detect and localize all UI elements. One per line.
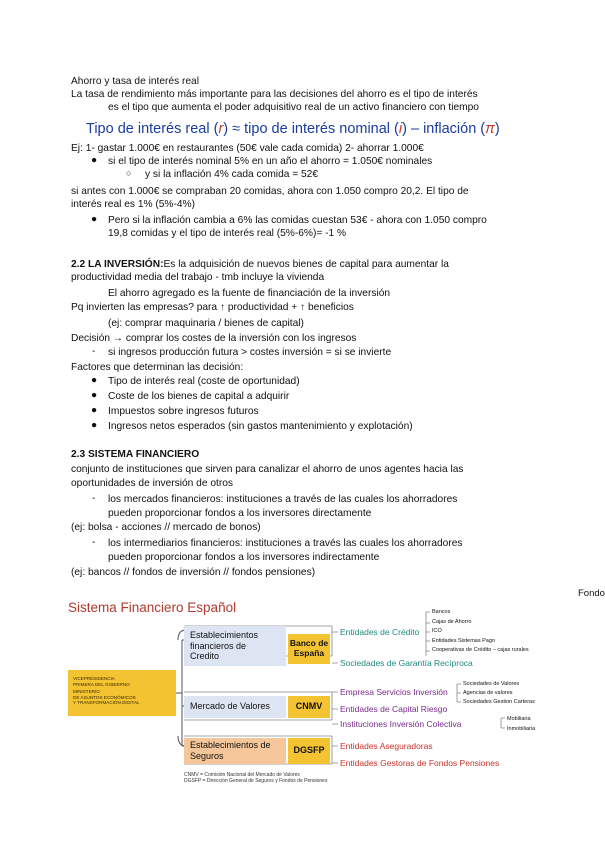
regulator-line: España: [293, 648, 325, 658]
subtype: Entidades Sistemas Pago: [432, 637, 495, 644]
entity-collective-investment: Instituciones Inversión Colectiva: [340, 719, 462, 729]
factor-item: Impuestos sobre ingresos futuros: [108, 406, 259, 417]
box1-label: [190, 630, 258, 662]
box2-label: Mercado de Valores: [190, 701, 270, 711]
example-line: Ej: 1- gastar 1.000€ en restaurantes (50€ vale cada comida) 2- ahorrar 1.000€: [71, 143, 424, 154]
bullet-dot: ●: [91, 214, 98, 225]
section3-dash1b: pueden proporcionar fondos a los inversores directamente: [108, 508, 372, 519]
ministry-line: MINISTERIO: [73, 689, 100, 695]
formula-r: r: [218, 121, 224, 137]
bullet-dot: ●: [91, 390, 98, 401]
entity-insurers: Entidades Aseguradoras: [340, 741, 433, 751]
regulator-line: Banco de: [289, 638, 329, 648]
section2-line6: Decisión → comprar los costes de la inversión con los ingresos: [71, 333, 357, 344]
box1-line: financieros de: [190, 640, 247, 651]
section1-line2: es el tipo que aumenta el poder adquisitivo real de un activo financiero con tiempo: [108, 102, 479, 113]
factor-item: Ingresos netos esperados (sin gastos mantenimiento y explotación): [108, 421, 413, 432]
footnote: CNMV = Comisión Nacional del Mercado de Valores: [184, 772, 300, 778]
section2-dash1: si ingresos producción futura > costes inversión = si se invierte: [108, 347, 392, 358]
subtype: ICO: [432, 628, 442, 634]
entity-venture-capital: Entidades de Capital Riesgo: [340, 704, 448, 714]
section2-line3: El ahorro agregado es la fuente de financiación de la inversión: [108, 288, 391, 299]
section3-ex1: (ej: bolsa - acciones // mercado de bonos): [71, 522, 261, 533]
entity-credit: Entidades de Crédito: [340, 627, 420, 637]
entity-investment-services: Empresa Servicios Inversión: [340, 687, 448, 697]
subtype: Sociedades de Valores: [463, 681, 520, 687]
dgsfp-box: [288, 738, 330, 764]
para1: si antes con 1.000€ se compraban 20 comidas, ahora con 1.050 compro 20,2. El tipo de: [71, 186, 469, 197]
subtype: Sociedades Gestion Carteras: [463, 699, 535, 705]
section2-line7: Factores que determinan las decisión:: [71, 362, 244, 373]
section3-line2: oportunidades de inversión de otros: [71, 478, 233, 489]
investment-subtypes: [463, 680, 535, 707]
subtype: Inmobiliaria: [507, 726, 536, 732]
entity-pension-managers: Entidades Gestoras de Fondos Pensiones: [340, 758, 500, 768]
section3-dash2b: pueden proporcionar fondos a los inversores indirectamente: [108, 552, 380, 563]
subtype: Cooperativas de Crédito – cajas rurales: [432, 647, 529, 653]
bullet1: si el tipo de interés nominal 5% en un año el ahorro = 1.050€ nominales: [108, 156, 433, 167]
bullet-dot: ●: [91, 155, 98, 166]
ministry-line: VICEPRESIDENCIA: [73, 676, 115, 681]
section2-heading: [71, 258, 449, 271]
formula-i: i: [398, 121, 403, 137]
securities-market-box: [184, 696, 286, 718]
financial-system-diagram: [64, 596, 600, 796]
diagram-footnotes: [184, 772, 327, 784]
box2-regulator: CNMV: [295, 701, 323, 711]
dash-bullet: -: [92, 346, 96, 357]
insurance-establishments-box: [184, 738, 286, 764]
box1-line: Credito: [190, 651, 220, 661]
formula-part-a: Tipo de interés real (: [86, 121, 219, 137]
sub-bullet1: y si la inflación 4% cada comida = 52€: [145, 169, 319, 180]
box3-line: Establecimientos de: [190, 740, 271, 750]
section3-dash2a: los intermediarios financieros: instituciones a través las cuales los ahorradores: [108, 538, 463, 549]
factor-item: Coste de los bienes de capital a adquirir: [108, 391, 290, 402]
factor-item: Tipo de interés real (coste de oportunidad): [108, 376, 300, 387]
formula-part-c: ) – inflación (: [402, 121, 486, 137]
subtype: Cajas de Ahorro: [432, 618, 472, 625]
dash-bullet: -: [92, 493, 96, 504]
bullet-dot: ●: [91, 420, 98, 431]
sub-bullet-circle: ○: [126, 168, 132, 178]
box3-label: [190, 740, 271, 762]
section2-line5: (ej: comprar maquinaria / bienes de capital): [108, 318, 304, 329]
section3-line1: conjunto de instituciones que sirven para canalizar el ahorro de unos agentes hacia las: [71, 464, 464, 475]
box1-regulator: [288, 638, 330, 658]
formula-pi: π: [485, 121, 495, 137]
collective-subtypes: [507, 714, 535, 734]
section2-heading-rest: Es la adquisición de nuevos bienes de capital para aumentar la: [163, 259, 449, 270]
bullet2b: 19,8 comidas y el tipo de interés real (5%-6%)= -1 %: [108, 228, 347, 239]
cut-off-word: Fondo: [578, 588, 605, 599]
section1-heading: Ahorro y tasa de interés real: [71, 76, 199, 87]
section1-line1: La tasa de rendimiento más importante para las decisiones del ahorro es el tipo de interés: [71, 89, 478, 100]
dash-bullet: -: [92, 537, 96, 548]
subtype: Mobiliaria: [507, 716, 531, 722]
section2-line4: Pq invierten las empresas? para ↑ productividad + ↑ beneficios: [71, 302, 354, 313]
section3-dash1a: los mercados financieros: instituciones a través de las cuales los ahorradores: [108, 494, 458, 505]
ministry-line: PRIMERA DEL GOBIERNO: [73, 681, 130, 687]
credit-establishments-box: [184, 626, 286, 666]
para2: interés real es 1% (5%-4%): [71, 199, 195, 210]
section2-line2: productividad media del trabajo - tmb incluye la vivienda: [71, 272, 325, 283]
bullet2a: Pero si la inflación cambia a 6% las comidas cuestan 53€ - ahora con 1.050 compro: [108, 215, 487, 226]
section3-heading: 2.3 SISTEMA FINANCIERO: [71, 449, 200, 460]
footnote: DGSFP = Dirección General de Seguros y Fondos de Pensiones: [184, 778, 328, 784]
section2-heading-bold: 2.2 LA INVERSIÓN:: [71, 259, 164, 270]
subtype: Bancos: [432, 609, 451, 615]
ministry-line: DE ASUNTOS ECONÓMICOS: [73, 694, 136, 700]
box3-regulator: DGSFP: [293, 745, 325, 755]
formula-part-b: ) ≈ tipo de interés nominal (: [223, 121, 399, 137]
subtype: Agencias de valores: [463, 690, 513, 696]
credit-subtypes: [432, 608, 529, 656]
formula: [86, 120, 500, 138]
cnmv-box: [288, 696, 330, 718]
box1-line: Establecimientos: [190, 630, 259, 640]
section3-ex2: (ej: bancos // fondos de inversión // fondos pensiones): [71, 567, 316, 578]
bullet-dot: ●: [91, 405, 98, 416]
formula-part-d: ): [494, 121, 500, 137]
bullet-dot: ●: [91, 375, 98, 386]
entity-guarantee: Sociedades de Garantía Recíproca: [340, 658, 473, 668]
bank-of-spain-box: [288, 634, 330, 664]
box3-line: Seguros: [190, 751, 224, 761]
ministry-line: Y TRANSFORMACIÓN DIGITAL: [73, 700, 140, 706]
diagram-title: Sistema Financiero Español: [68, 600, 237, 615]
